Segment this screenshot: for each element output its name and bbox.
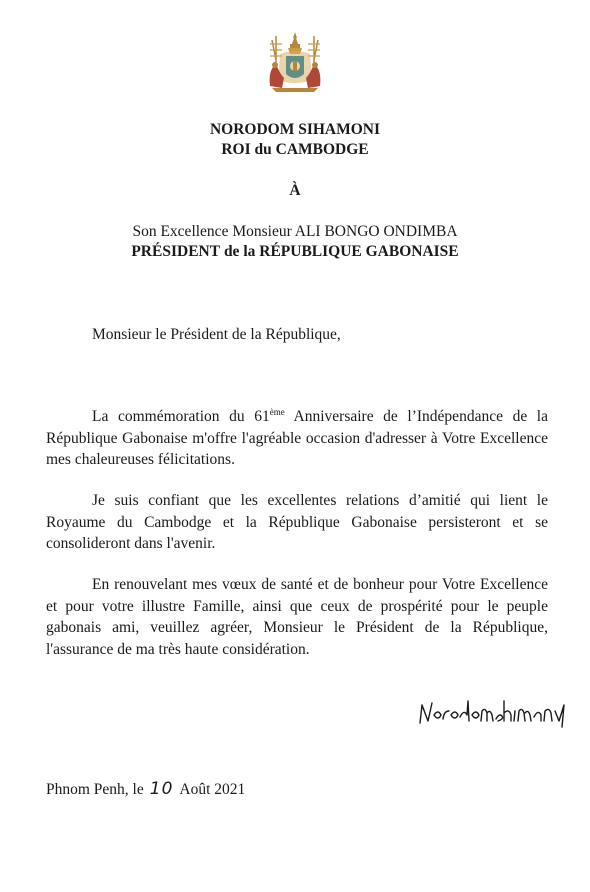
- dateline-month-year: Août 2021: [179, 781, 246, 798]
- paragraph-2: [46, 490, 548, 555]
- salutation: Monsieur le Président de la République,: [92, 326, 341, 343]
- addressee-title-connector: de la: [223, 243, 256, 260]
- paragraph-1-text-a: La commémoration du 61: [92, 408, 270, 425]
- paragraph-3: [46, 574, 548, 660]
- ordinal-superscript: ème: [269, 407, 285, 417]
- sender-title: [0, 140, 590, 160]
- sender-name: NORODOM SIHAMONI: [209, 121, 381, 138]
- dateline-day-handwritten: 10: [149, 779, 174, 799]
- addressee-name: ALI BONGO ONDIMBA: [294, 223, 458, 240]
- handwritten-signature: [418, 695, 570, 729]
- addressee-title-suffix: RÉPUBLIQUE GABONAISE: [259, 243, 459, 260]
- paragraph-3-text: En renouvelant mes vœux de santé et de bonheur pour Votre Excellence et pour votre illustre Famille, ainsi que ceux de prospérité pour le peuple gabonais ami, veuillez agréer, Monsieur le Président de la République, l'assurance de ma très haute considération.: [46, 576, 548, 658]
- to-marker: À: [289, 182, 301, 199]
- addressee-honorific: Son Excellence Monsieur: [132, 223, 292, 240]
- sender-title-connector: du: [254, 141, 272, 158]
- addressee-title-prefix: PRÉSIDENT: [131, 243, 221, 260]
- paragraph-1-text-b: Anniversaire de l’Indépendance de la République Gabonaise m'offre l'agréable occasion d'adresser à Votre Excellence mes chaleureuses félicitations.: [46, 408, 548, 468]
- dateline-place: Phnom Penh, le: [46, 781, 144, 798]
- addressee-line-1: [0, 222, 590, 242]
- sender-title-prefix: ROI: [221, 141, 251, 158]
- addressee-line-2: [0, 242, 590, 262]
- paragraph-2-text: Je suis confiant que les excellentes relations d’amitié qui lient le Royaume du Cambodge et la République Gabonaise persisteront et se consolideront dans l'avenir.: [46, 492, 548, 552]
- sender-title-suffix: CAMBODGE: [275, 141, 369, 158]
- royal-coat-of-arms-icon: [262, 30, 328, 94]
- dateline: [46, 779, 245, 800]
- paragraph-1: [46, 406, 548, 471]
